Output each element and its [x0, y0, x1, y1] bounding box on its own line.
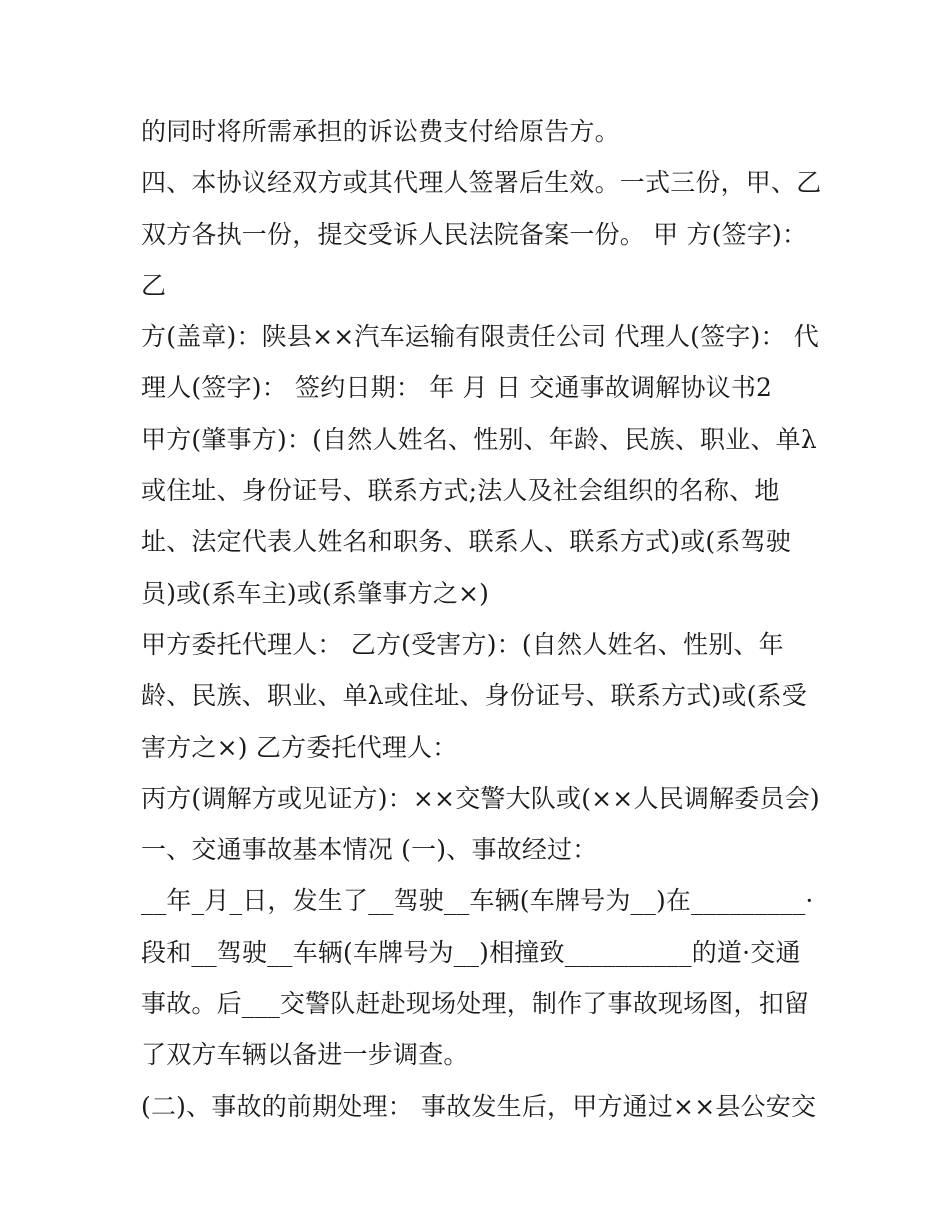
text-line: 员)或(系车主)或(系肇事方之×): [141, 578, 490, 608]
text-line: 的同时将所需承担的诉讼费支付给原告方。: [141, 117, 620, 146]
text-line: 甲方委托代理人： 乙方(受害方)：(自然人姓名、性别、年: [141, 629, 784, 659]
text-line: 双方各执一份，提交受诉人民法院备案一份。 甲 方(签字)：: [141, 219, 808, 249]
text-line: 乙: [141, 270, 167, 300]
document-body: [141, 106, 841, 1132]
text-line: 址、法定代表人姓名和职务、联系人、联系方式)或(系驾驶: [141, 527, 791, 557]
text-line: 甲方(肇事方)：(自然人姓名、性别、年龄、民族、职业、单λ: [141, 424, 817, 454]
text-line: 害方之×) 乙方委托代理人：: [141, 732, 458, 762]
text-line: 事故。后___交警队赶赴现场处理，制作了事故现场图，扣留: [141, 989, 810, 1019]
text-line: 或住址、身份证号、联系方式;法人及社会组织的名称、地: [141, 476, 780, 506]
text-line: 一、交通事故基本情况 (一)、事故经过：: [141, 835, 598, 865]
text-line: __年_月_日，发生了__驾驶__车辆(车牌号为__)在_________·: [141, 886, 814, 916]
text-line: 丙方(调解方或见证方)：××交警大队或(××人民调解委员会): [141, 783, 820, 813]
text-line: 了双方车辆以备进一步调查。: [141, 1040, 469, 1070]
text-line: (二)、事故的前期处理： 事故发生后，甲方通过××县公安交: [141, 1091, 817, 1121]
text-line: 四、本协议经双方或其代理人签署后生效。一式三份，甲、乙: [141, 168, 822, 198]
text-line: 理人(签字)： 签约日期： 年 月 日 交通事故调解协议书2: [141, 373, 773, 403]
text-line: 方(盖章)：陕县××汽车运输有限责任公司 代理人(签字)： 代: [141, 322, 820, 352]
text-line: 段和__驾驶__车辆(车牌号为__)相撞致__________的道·交通: [141, 937, 801, 967]
text-line: 龄、民族、职业、单λ或住址、身份证号、联系方式)或(系受: [141, 681, 807, 711]
